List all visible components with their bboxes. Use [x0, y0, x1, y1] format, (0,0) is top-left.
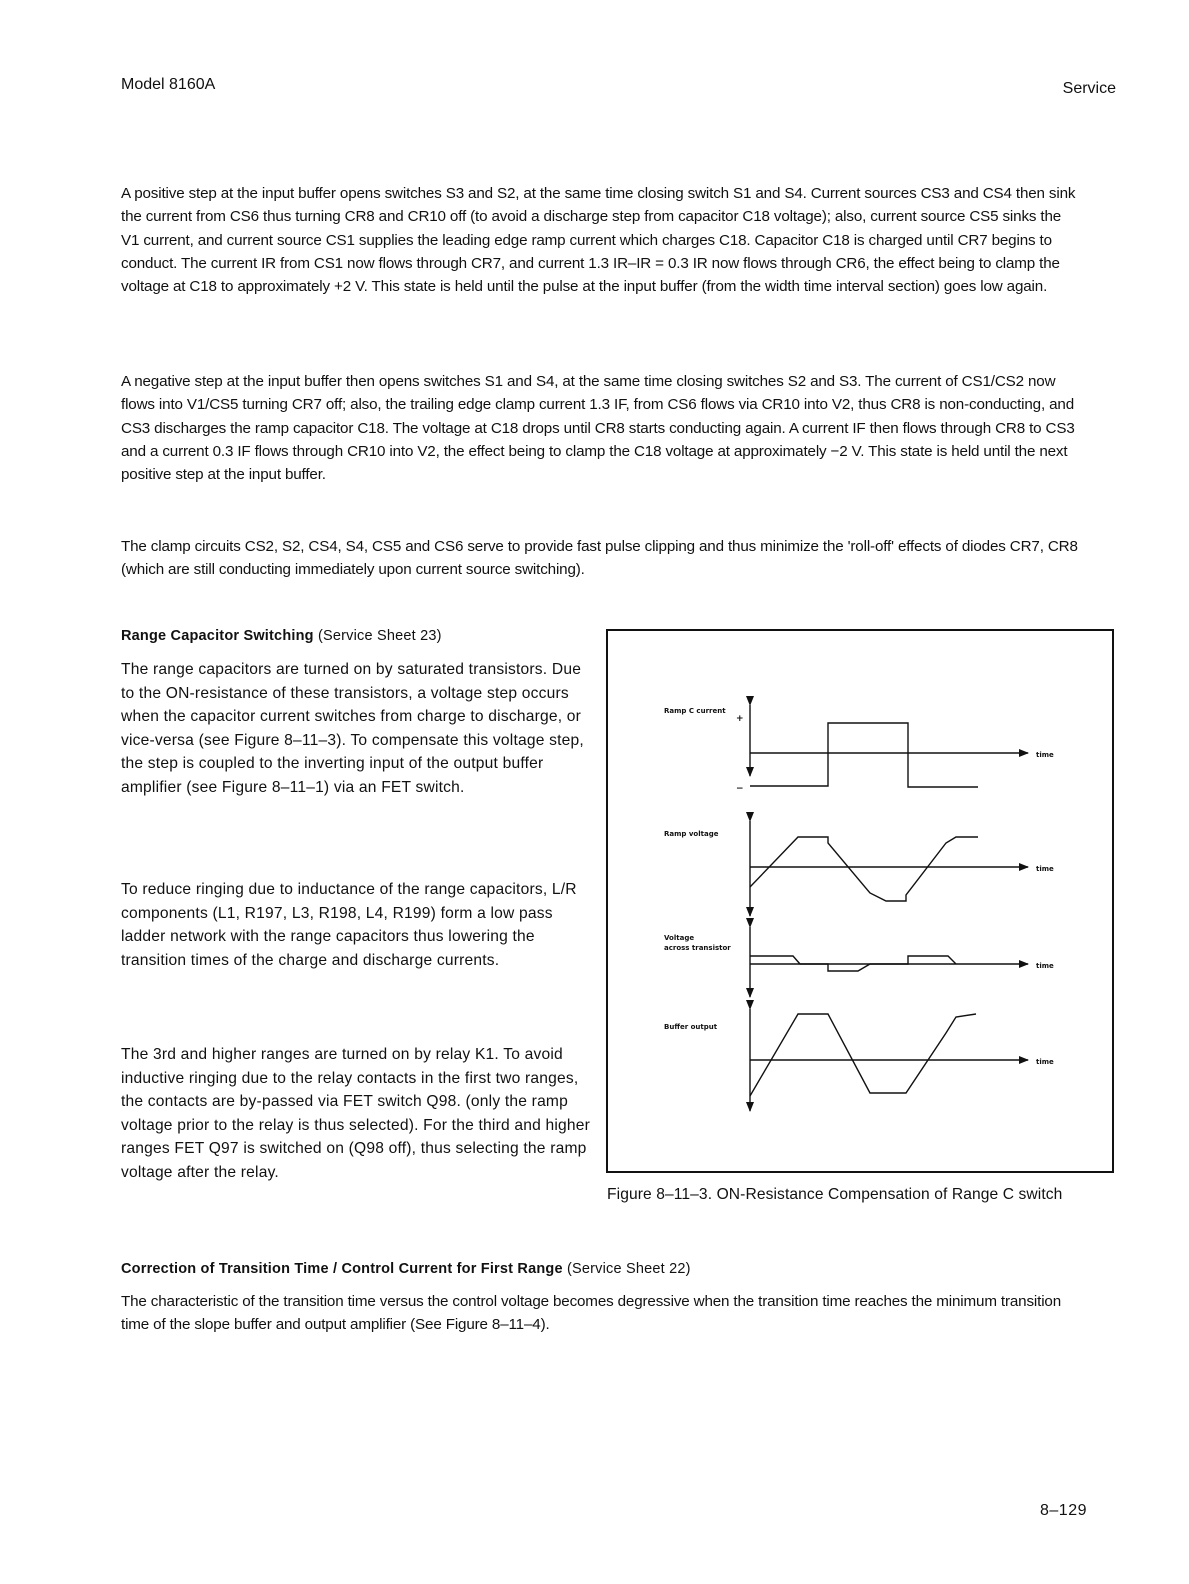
trace-label-voltage: Voltage — [664, 934, 695, 942]
section-heading-range-capacitor — [121, 625, 591, 649]
paragraph-transition-time: The characteristic of the transition time versus the control voltage becomes degressive when the transition time reaches the minimum transition time of the slope buffer and output amplifier (See Figure 8–11–4). — [121, 1293, 1062, 1334]
trace-label-ramp-voltage: Ramp voltage — [664, 830, 719, 838]
page-number: 8–129 — [1040, 1502, 1087, 1519]
heading-reference: (Service Sheet 22) — [562, 1261, 691, 1277]
trace-label-ramp-c-current: Ramp C current — [664, 707, 726, 715]
header-section: Service — [1062, 80, 1116, 97]
minus-sign: − — [736, 784, 744, 794]
paragraph-negative-step: A negative step at the input buffer then opens switches S1 and S4, at the same time closing switches S2 and S3. The current of CS1/CS2 now flows into V1/CS5 turning CR7 off; also, the trailing edge clamp current 1.3 IF, from CS6 flows via CR10 into V2, thus CR8 is non-conducting, and CS3 discharges the ramp capacitor C18. The voltage at C18 drops until CR8 starts conducting again. A current IF then flows through CR8 to CS3 and a current 0.3 IF flows through CR10 into V2, the effect being to clamp the C18 voltage at approximately −2 V. This state is held until the next positive step at the input buffer. — [121, 373, 1075, 484]
time-axis-label: time — [1036, 1058, 1054, 1066]
section-heading-correction — [121, 1258, 1081, 1282]
trace-label-buffer-output: Buffer output — [664, 1023, 718, 1031]
trace-label-across-transistor: across transistor — [664, 944, 731, 952]
timing-diagram — [608, 631, 1116, 1175]
paragraph-relay: The 3rd and higher ranges are turned on by relay K1. To avoid inductive ringing due to the relay contacts in the first two ranges, the contacts are by-passed via FET switch Q98. (only the ramp voltage prior to the relay is thus selected). For the third and higher ranges FET Q97 is switched on (Q98 off), thus selecting the ramp voltage after the relay. — [121, 1046, 591, 1181]
heading-title: Range Capacitor Switching — [121, 628, 314, 644]
header-model: Model 8160A — [121, 76, 216, 93]
paragraph-clamp-circuits: The clamp circuits CS2, S2, CS4, S4, CS5 and CS6 serve to provide fast pulse clipping and thus minimize the 'roll-off' effects of diodes CR7, CR8 (which are still conducting immediately upon current source switching). — [121, 538, 1078, 579]
paragraph-range-capacitors: The range capacitors are turned on by saturated transistors. Due to the ON-resistance of these transistors, a voltage step occurs when the capacitor current switches from charge to discharge, or vice-versa (see Figure 8–11–3). To compensate this voltage step, the step is coupled to the inverting input of the output buffer amplifier (see Figure 8–11–1) via an FET switch. — [121, 661, 584, 796]
heading-title: Correction of Transition Time / Control Current for First Range — [121, 1261, 563, 1277]
paragraph-ringing: To reduce ringing due to inductance of the range capacitors, L/R components (L1, R197, L3, R198, L4, R199) form a low pass ladder network with the range capacitors thus lowering the transition times of the charge and discharge currents. — [121, 881, 577, 969]
figure-8-11-3 — [606, 629, 1114, 1173]
figure-caption: Figure 8–11–3. ON-Resistance Compensation of Range C switch — [607, 1186, 1063, 1203]
paragraph-positive-step: A positive step at the input buffer opens switches S3 and S2, at the same time closing switch S1 and S4. Current sources CS3 and CS4 then sink the current from CS6 thus turning CR8 and CR10 off (to avoid a discharge step from capacitor C18 voltage); also, current source CS5 sinks the V1 current, and current source CS1 supplies the leading edge ramp current which charges C18. Capacitor C18 is charged until CR7 begins to conduct. The current IR from CS1 now flows through CR7, and current 1.3 IR–IR = 0.3 IR now flows through CR6, the effect being to clamp the voltage at C18 to approximately +2 V. This state is held until the pulse at the input buffer (from the width time interval section) goes low again. — [121, 185, 1076, 296]
time-axis-label: time — [1036, 865, 1054, 873]
time-axis-label: time — [1036, 962, 1054, 970]
plus-sign: + — [736, 714, 744, 724]
heading-reference: (Service Sheet 23) — [313, 628, 442, 644]
time-axis-label: time — [1036, 751, 1054, 759]
